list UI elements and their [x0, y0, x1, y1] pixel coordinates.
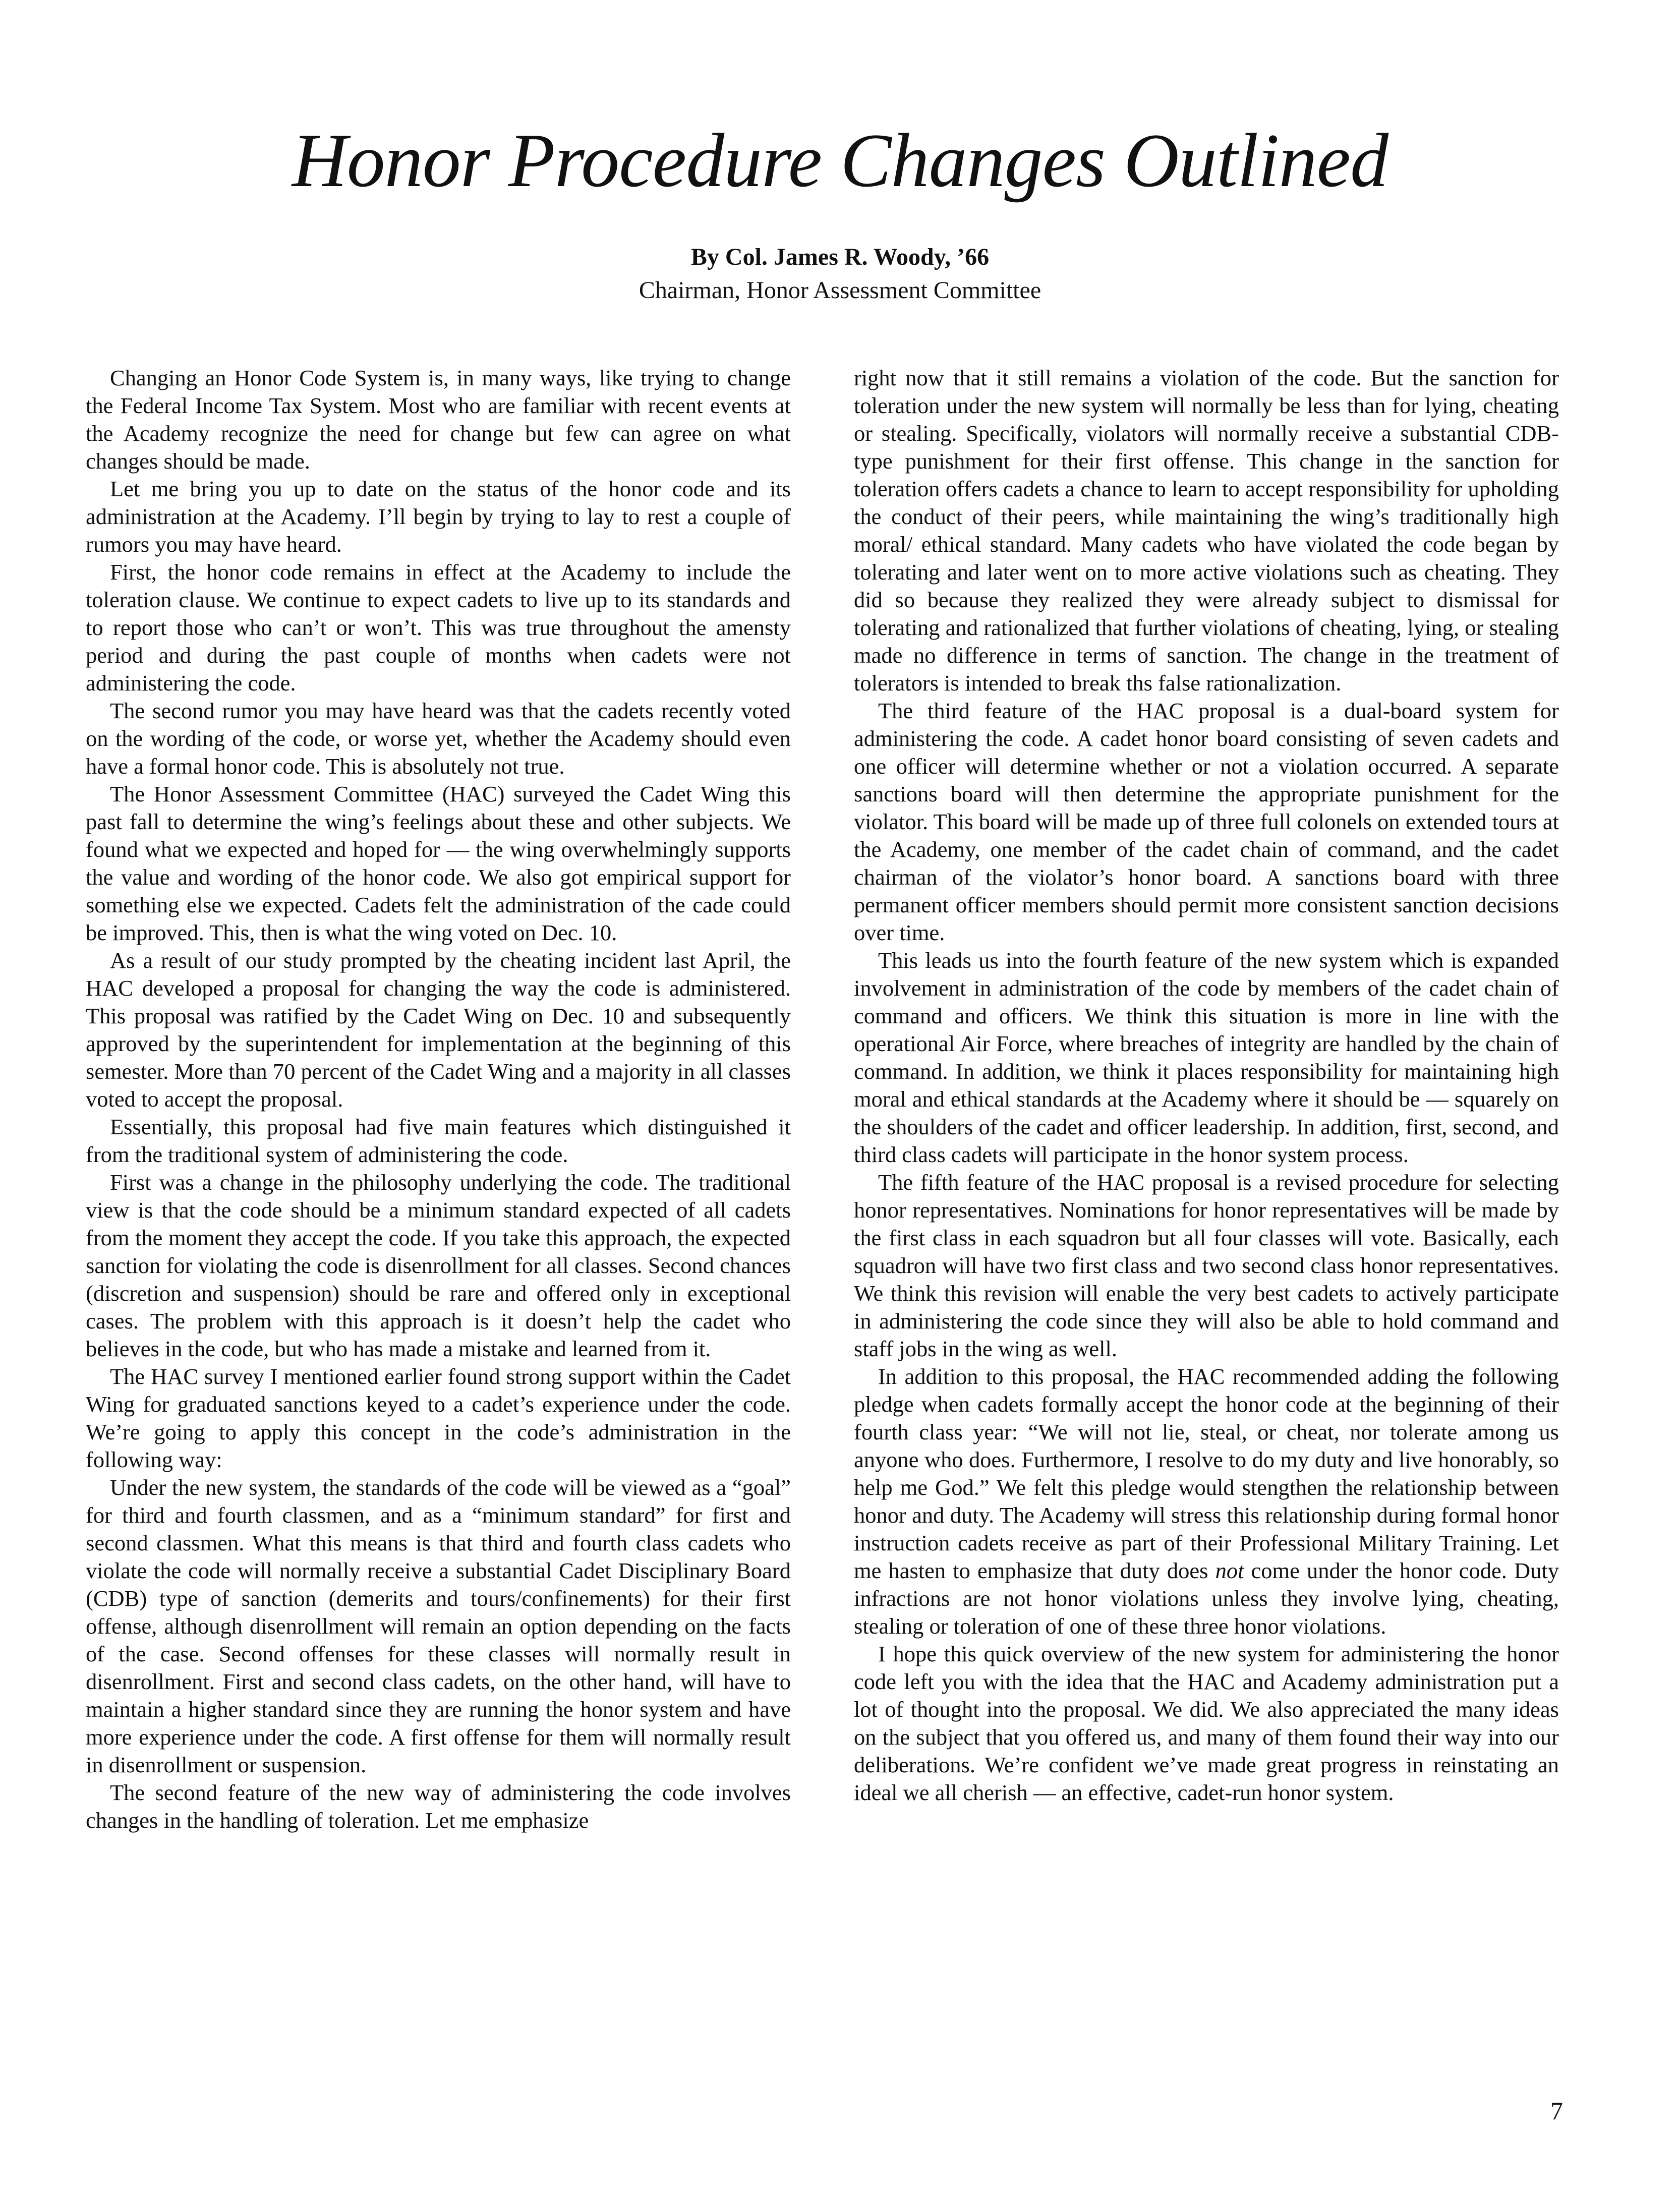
author-affiliation: Chairman, Honor Assessment Committee [639, 277, 1041, 304]
article-title: Honor Procedure Changes Outlined [292, 118, 1388, 203]
body-paragraph: As a result of our study prompted by the cheating incident last April, the HAC developed a proposal for changing the way the code is administered. This proposal was ratified by the Cadet Wing on Dec. 10 and subsequently approved by the superintendent for implementation at the beginning of this semester. More than 70 percent of the Cadet Wing and a majority in all classes voted to accept the proposal. [86, 948, 791, 1112]
left-column [86, 364, 791, 1834]
body-paragraph: The second rumor you may have heard was that the cadets recently voted on the wording of the code, or worse yet, whether the Academy should even have a formal honor code. This is absolutely not true. [86, 698, 791, 779]
right-column [854, 364, 1559, 1807]
body-paragraph: The fifth feature of the HAC proposal is a revised procedure for selecting honor representatives. Nominations for honor representatives will be made by the first class in each squadron but all four classes will vote. Basically, each squadron will have two first class and two second class honor representatives. We think this revision will enable the very best cadets to actively participate in administering the code since they will also be able to hold command and staff jobs in the wing as well. [854, 1170, 1559, 1361]
body-paragraph: The Honor Assessment Committee (HAC) surveyed the Cadet Wing this past fall to determine the wing’s feelings about these and other subjects. We found what we expected and hoped for — the wing overwhelmingly supports the value and wording of the honor code. We also got empirical support for something else we expected. Cadets felt the administration of the cade could be improved. This, then is what the wing voted on Dec. 10. [86, 781, 791, 945]
body-paragraph: The HAC survey I mentioned earlier found strong support within the Cadet Wing for graduated sanctions keyed to a cadet’s experience under the code. We’re going to apply this concept in the code’s administration in the following way: [86, 1364, 791, 1472]
body-paragraph: The second feature of the new way of administering the code involves changes in the handling of toleration. Let me emphasize [86, 1780, 791, 1833]
body-paragraph: First, the honor code remains in effect at the Academy to include the toleration clause. We continue to expect cadets to live up to its standards and to report those who can’t or won’t. This was true throughout the amensty period and during the past couple of months when cadets were not administering the code. [86, 559, 791, 696]
body-paragraph: Under the new system, the standards of the code will be viewed as a “goal” for third and fourth classmen, and as a “minimum standard” for first and second classmen. What this means is that third and fourth class cadets who violate the code will normally receive a substantial Cadet Disciplinary Board (CDB) type of sanction (demerits and tours/confinements) for their first offense, although disenrollment will remain an option depending on the facts of the case. Second offenses for these classes will normally result in disenrollment. First and second class cadets, on the other hand, will have to maintain a higher standard since they are running the honor system and have more experience under the code. A first offense for them will normally result in disenrollment or suspension. [86, 1475, 791, 1777]
body-paragraph: Essentially, this proposal had five main features which distinguished it from the traditional system of administering the code. [86, 1114, 791, 1167]
pledge-text-continued: come under the honor code. Duty infractions are not honor violations unless they involve lying, cheating, stealing or toleration of one of these three honor violations. [854, 1558, 1559, 1639]
pledge-text: In addition to this proposal, the HAC recommended adding the following pledge when cadets formally accept the honor code at the beginning of their fourth class year: “We will not lie, steal, or cheat, nor tolerate among us anyone who does. Furthermore, I resolve to do my duty and live honorably, so help me God.” We felt this pledge would stengthen the relationship between honor and duty. The Academy will stress this relationship during formal honor instruction cadets receive as part of their Professional Military Training. Let me hasten to emphasize that duty does [854, 1364, 1559, 1583]
body-paragraph: I hope this quick overview of the new system for administering the honor code left you with the idea that the HAC and Academy administration put a lot of thought into the proposal. We did. We also appreciated the many ideas on the subject that you offered us, and many of them found their way into our deliberations. We’re confident we’ve made great progress in reinstating an ideal we all cherish — an effective, cadet-run honor system. [854, 1641, 1559, 1805]
body-paragraph: The third feature of the HAC proposal is a dual-board system for administering the code. A cadet honor board consisting of seven cadets and one officer will determine whether or not a violation occurred. A separate sanctions board will then determine the appropriate punishment for the violator. This board will be made up of three full colonels on extended tours at the Academy, one member of the cadet chain of command, and the cadet chairman of the violator’s honor board. A sanctions board with three permanent officer members should permit more consistent sanction decisions over time. [854, 698, 1559, 945]
author-byline: By Col. James R. Woody, ’66 [690, 244, 990, 270]
emphasis-word: not [1215, 1558, 1244, 1583]
page-number: 7 [1550, 2097, 1563, 2125]
body-paragraph: This leads us into the fourth feature of the new system which is expanded involvement in administration of the code by members of the cadet chain of command and officers. We think this situation is more in line with the operational Air Force, where breaches of integrity are handled by the chain of command. In addition, we think it places responsibility for maintaining high moral and ethical standards at the Academy where it should be — squarely on the shoulders of the cadet and officer leadership. In addition, first, second, and third class cadets will participate in the honor system process. [854, 948, 1559, 1167]
body-paragraph: First was a change in the philosophy underlying the code. The traditional view is that the code should be a minimum standard expected of all cadets from the moment they accept the code. If you take this approach, the expected sanction for violating the code is disenrollment for all classes. Second chances (discretion and suspension) should be rare and offered only in exceptional cases. The problem with this approach is it doesn’t help the cadet who believes in the code, but who has made a mistake and learned from it. [86, 1170, 791, 1361]
body-paragraph-continued: right now that it still remains a violation of the code. But the sanction for toleration under the new system will normally be less than for lying, cheating or stealing. Specifically, violators will normally receive a substantial CDB-type punishment for their first offense. This change in the sanction for toleration offers cadets a chance to learn to accept responsibility for upholding the conduct of their peers, while maintaining the wing’s traditionally high moral/ ethical standard. Many cadets who have violated the code began by tolerating and later went on to more active violations such as cheating. They did so because they realized they were already subject to dismissal for tolerating and rationalized that further violations of cheating, lying, or stealing made no difference in terms of sanction. The change in the treatment of tolerators is intended to break ths false rationalization. [854, 365, 1559, 696]
body-paragraph [854, 1363, 1559, 1640]
body-paragraph: Changing an Honor Code System is, in many ways, like trying to change the Federal Income Tax System. Most who are familiar with recent events at the Academy recognize the need for change but few can agree on what changes should be made. [86, 365, 791, 474]
body-paragraph: Let me bring you up to date on the status of the honor code and its administration at the Academy. I’ll begin by trying to lay to rest a couple of rumors you may have heard. [86, 476, 791, 557]
